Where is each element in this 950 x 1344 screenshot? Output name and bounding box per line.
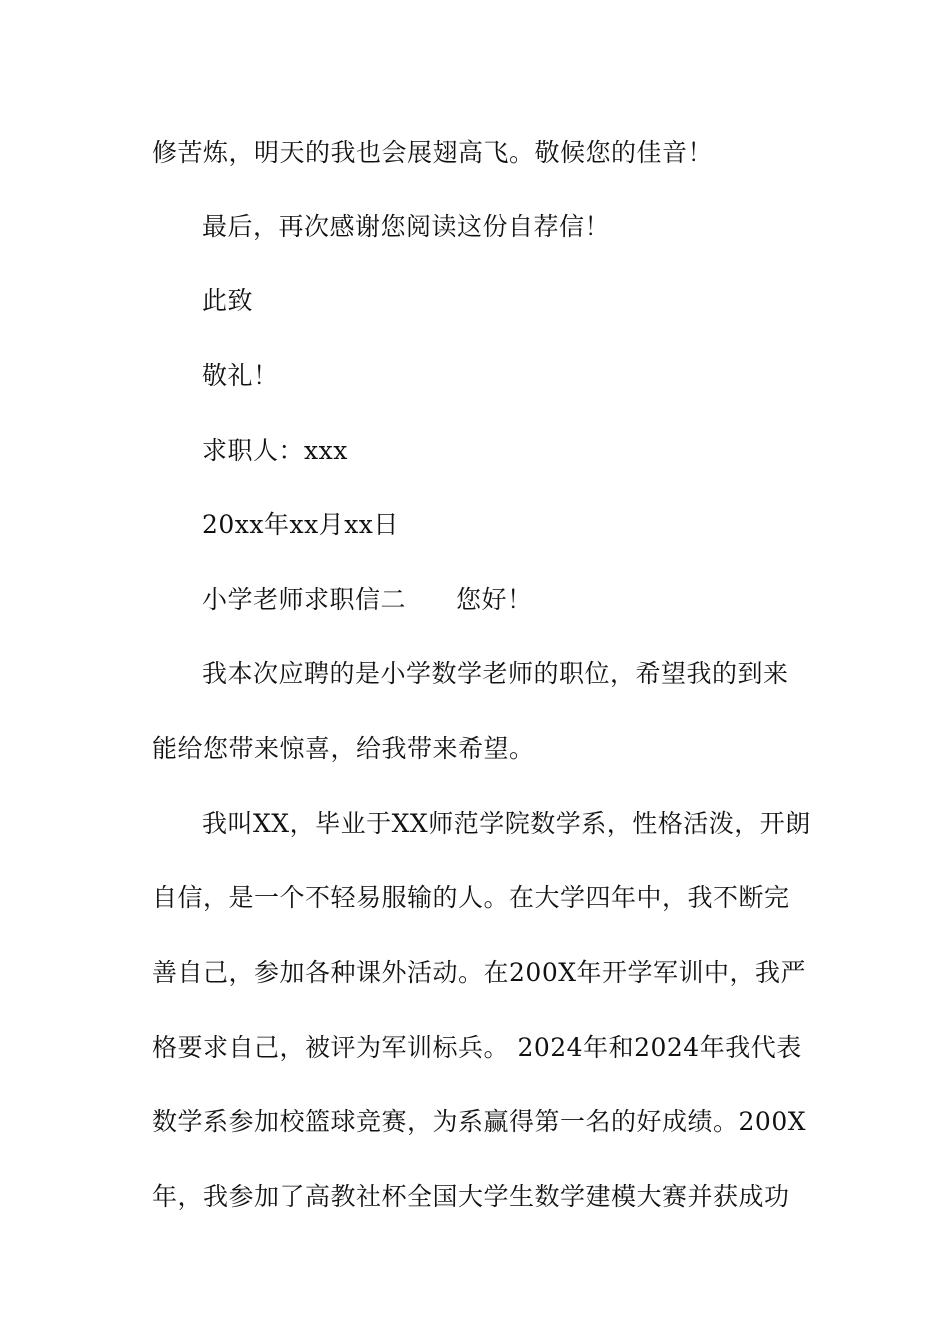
- salutation-cizhi: 此致: [202, 286, 254, 315]
- paragraph-line: 善自己，参加各种课外活动。在200X年开学军训中，我严: [152, 958, 807, 987]
- paragraph-line: 格要求自己，被评为军训标兵。 2024年和2024年我代表: [152, 1033, 802, 1062]
- greeting: 您好！: [456, 585, 533, 614]
- salutation-jingli: 敬礼！: [202, 361, 279, 390]
- applicant-name: 求职人：xxx: [202, 436, 348, 465]
- paragraph-line: 我本次应聘的是小学数学老师的职位，希望我的到来: [202, 659, 789, 688]
- paragraph-line: 年，我参加了高教社杯全国大学生数学建模大赛并获成功: [152, 1182, 790, 1211]
- closing-thanks: 最后，再次感谢您阅读这份自荐信！: [202, 212, 611, 241]
- section-title: 小学老师求职信二: [202, 585, 407, 614]
- paragraph-line: 修苦炼，明天的我也会展翅高飞。敬候您的佳音！: [152, 138, 714, 167]
- paragraph-line: 自信，是一个不轻易服输的人。在大学四年中，我不断完: [152, 883, 790, 912]
- section-heading-line: [202, 585, 533, 615]
- paragraph-line: 能给您带来惊喜，给我带来希望。: [152, 734, 535, 763]
- paragraph-line: 数学系参加校篮球竞赛，为系赢得第一名的好成绩。200X: [152, 1107, 807, 1136]
- paragraph-line: 我叫XX，毕业于XX师范学院数学系，性格活泼，开朗: [202, 809, 811, 838]
- letter-date: 20xx年xx月xx日: [202, 510, 399, 539]
